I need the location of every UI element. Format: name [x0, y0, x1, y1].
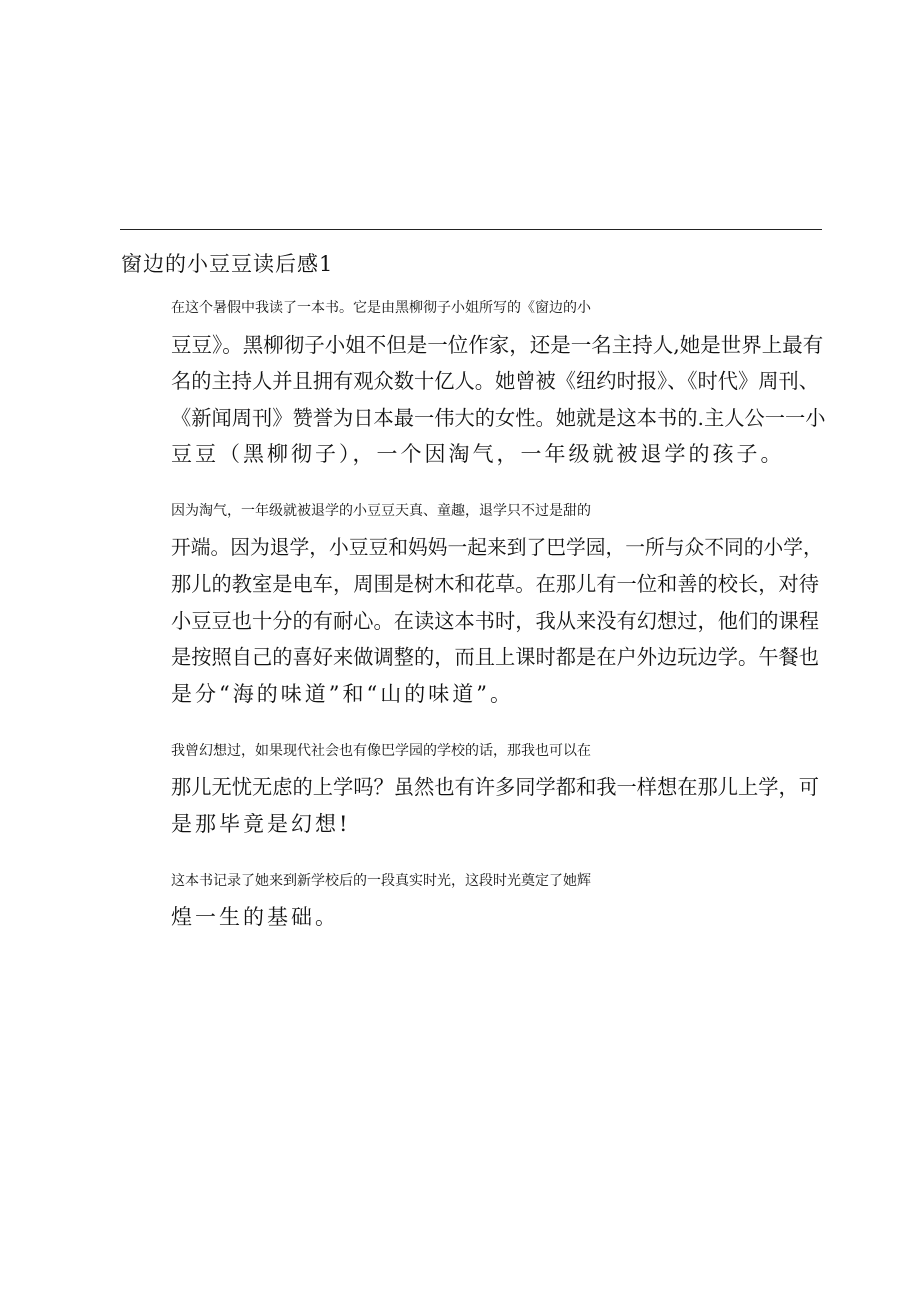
text-line: 那儿无忧无虑的上学吗？虽然也有许多同学都和我一样想在那儿上学，可 [171, 775, 820, 799]
text-line: 豆豆（黑柳彻子），一个因淘气，一年级就被退学的孩子。 [171, 442, 785, 466]
text-line: 煌一生的基础。 [171, 905, 339, 929]
text-line: 名的主持人并且拥有观众数十亿人。她曾被《纽约时报》、《时代》周刊、 [171, 369, 820, 393]
text-line: 是那毕竟是幻想! [171, 811, 351, 836]
paragraph-2 [121, 493, 825, 712]
text-line: 那儿的教室是电车，周围是树木和花草。在那儿有一位和善的校长，对待 [171, 572, 820, 596]
header-rule [120, 229, 822, 230]
text-line: 《新闻周刊》赞誉为日本最一伟大的女性。她就是这本书的.主人公一一小 [171, 405, 826, 430]
text-line: 是按照自己的喜好来做调整的，而且上课时都是在户外边玩边学。午餐也 [171, 645, 820, 669]
text-line: 开端。因为退学，小豆豆和妈妈一起来到了巴学园，一所与众不同的小学， [171, 535, 823, 559]
document-title: 窗边的小豆豆读后感1 [121, 252, 334, 276]
text-line: 这本书记录了她来到新学校后的一段真实时光，这段时光奠定了她辉 [171, 872, 591, 889]
document-body [121, 290, 825, 956]
text-line: 豆豆》。黑柳彻子小姐不但是一位作家，还是一名主持人,她是世界上最有 [171, 332, 824, 357]
text-line: 在这个暑假中我读了一本书。它是由黑柳彻子小姐所写的《窗边的小 [171, 300, 591, 316]
paragraph-1 [121, 290, 825, 473]
text-line: 是分“海的味道”和“山的味道”。 [171, 681, 514, 706]
paragraph-4 [121, 863, 825, 936]
text-line: 小豆豆也十分的有耐心。在读这本书时，我从来没有幻想过，他们的课程 [171, 608, 820, 633]
text-line: 因为淘气，一年级就被退学的小豆豆天真、童趣，退学只不过是甜的 [171, 503, 591, 519]
paragraph-3 [121, 733, 825, 843]
text-line: 我曾幻想过，如果现代社会也有像巴学园的学校的话，那我也可以在 [171, 742, 591, 759]
